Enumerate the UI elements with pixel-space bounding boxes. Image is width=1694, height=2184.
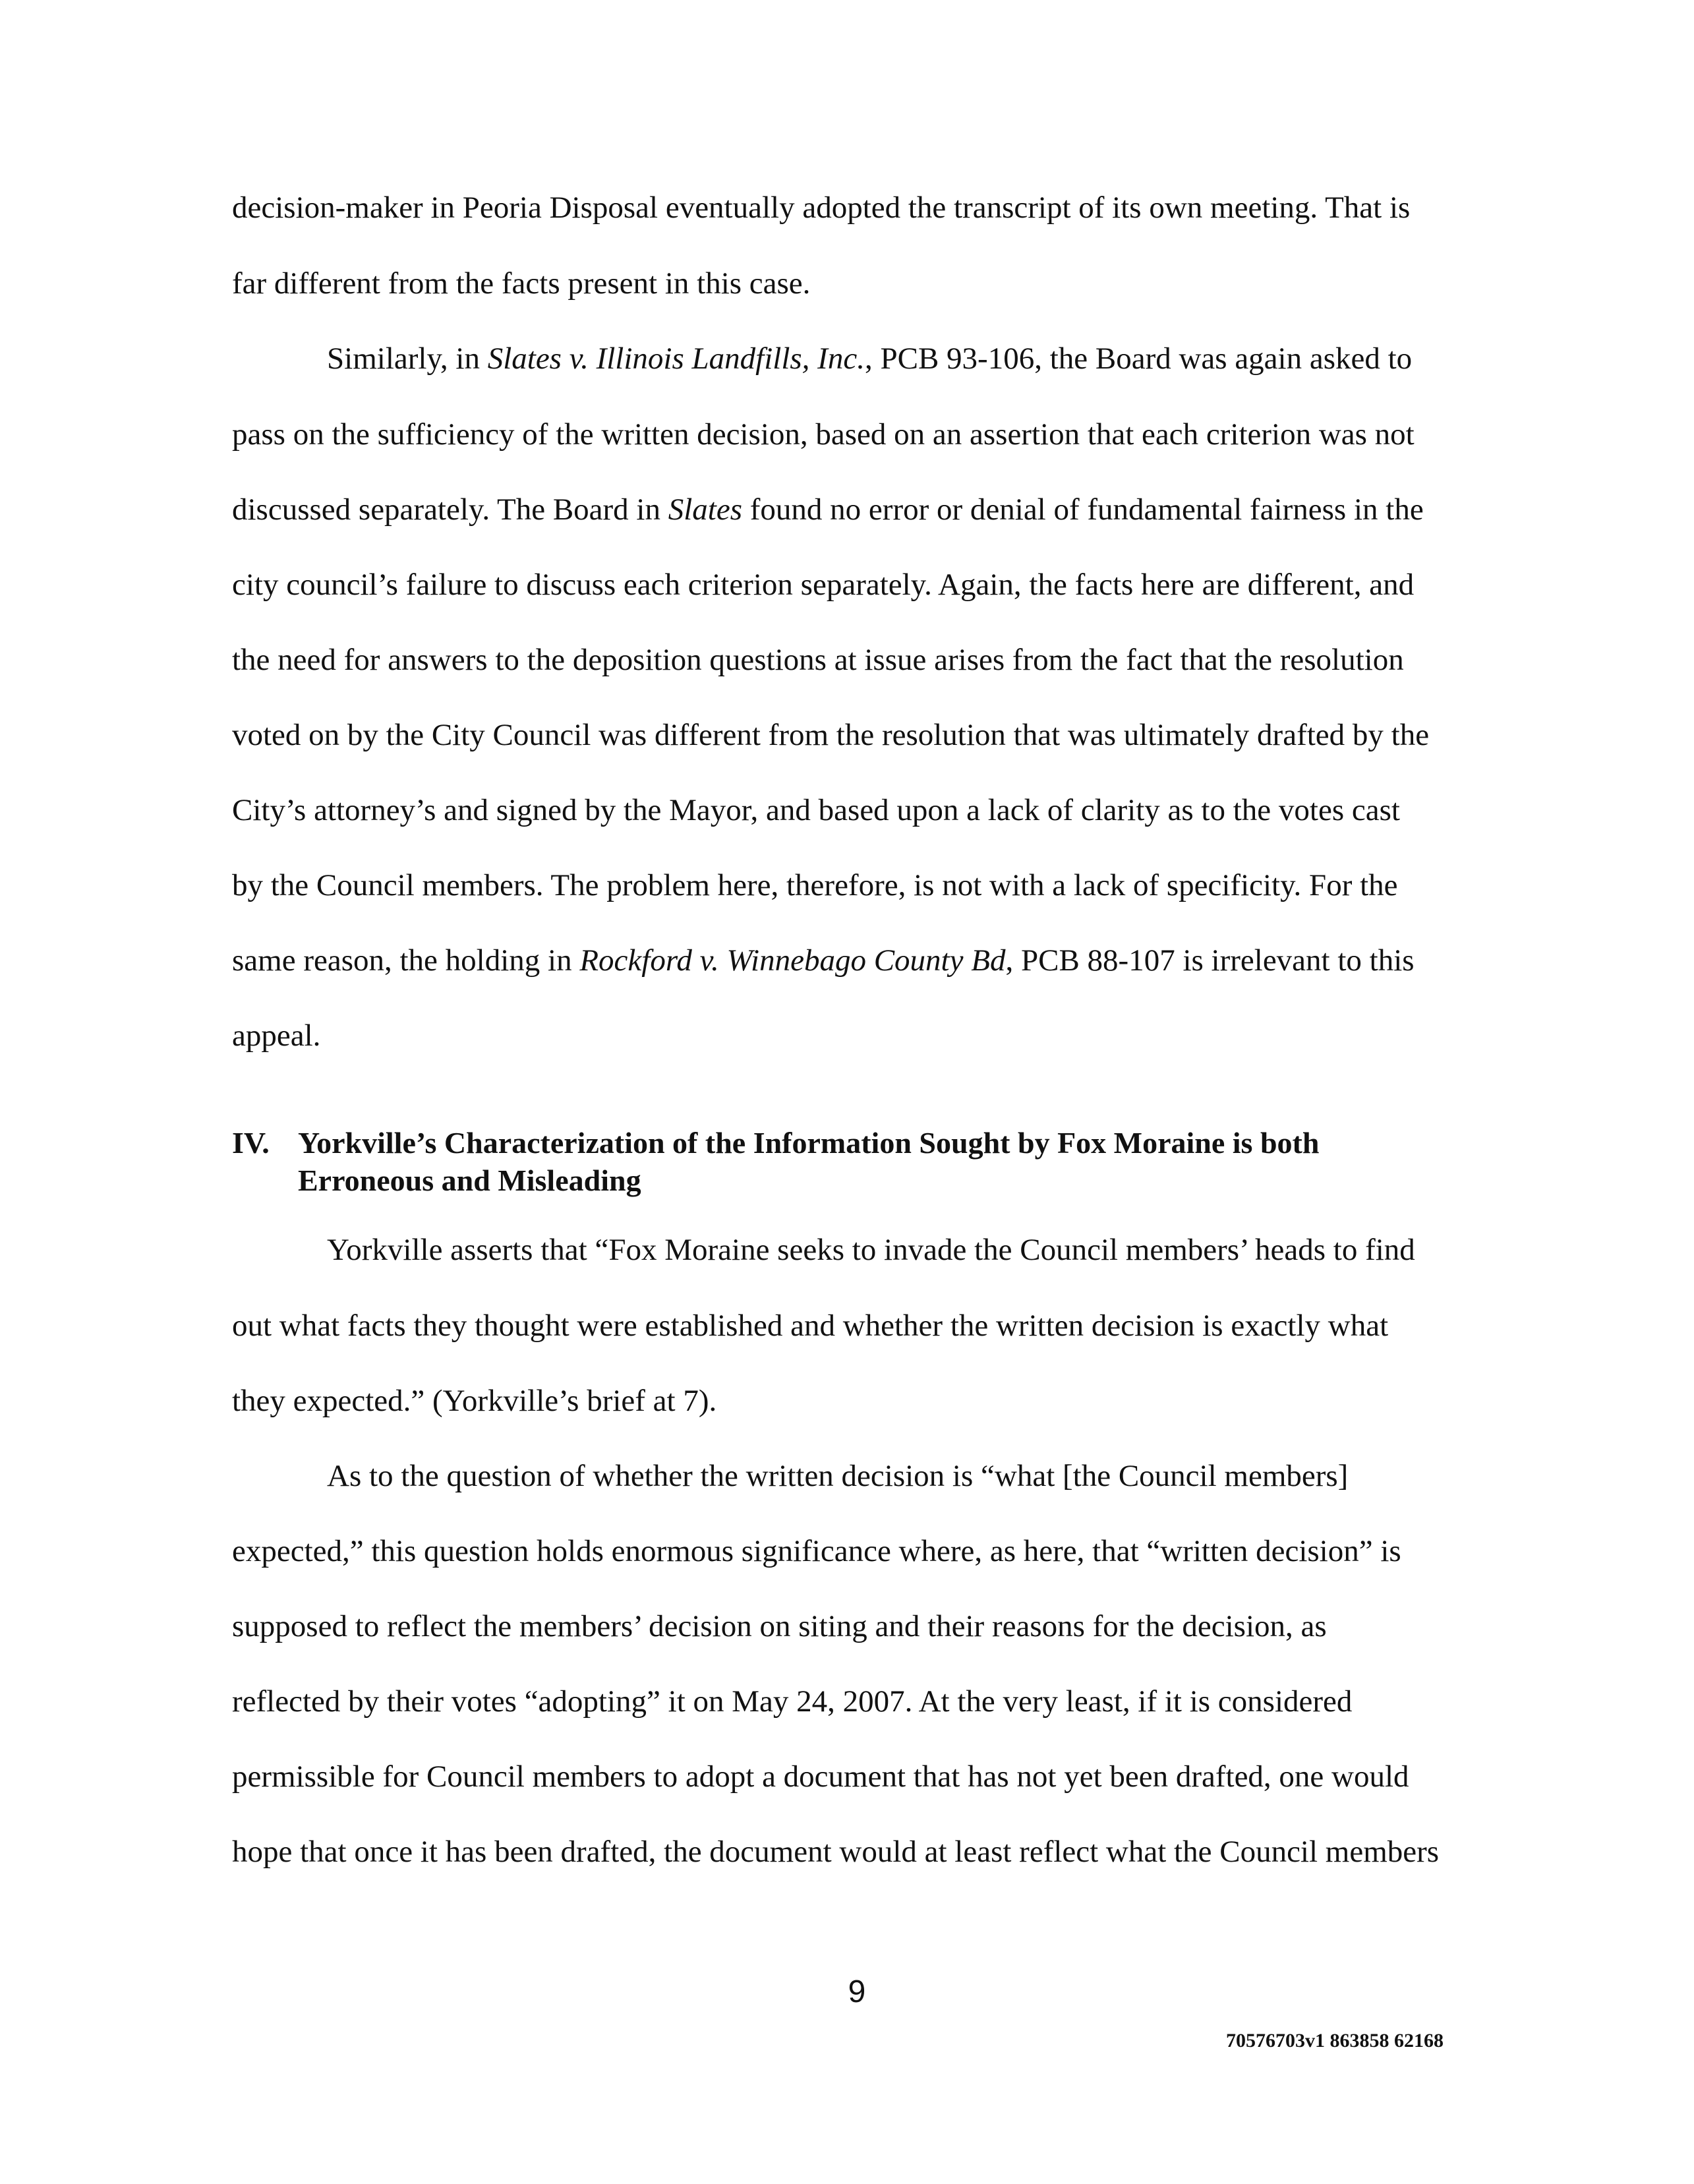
body-line-5 [232,490,1424,529]
text-run: discussed separately. The Board in [232,492,668,527]
body-line-3 [327,339,1412,378]
body-line-19: reflected by their votes “adopting” it on May 24, 2007. At the very least, if it is considered [232,1684,1353,1719]
text-run: found no error or denial of fundamental fairness in the [742,492,1424,527]
body-line-9: City’s attorney’s and signed by the Mayor, and based upon a lack of clarity as to the votes cast [232,793,1400,827]
section-heading-line-1: Yorkville’s Characterization of the Information Sought by Fox Moraine is both [298,1126,1320,1160]
text-run: Similarly, in [327,341,488,376]
text-run: same reason, the holding in [232,943,580,978]
text-run: , PCB 93-106, the Board was again asked to [864,341,1413,376]
body-line-7: the need for answers to the deposition questions at issue arises from the fact that the resolution [232,643,1404,677]
body-line-8: voted on by the City Council was different from the resolution that was ultimately drafted by the [232,718,1430,752]
case-citation: Slates [668,492,743,527]
body-line-2: far different from the facts present in this case. [232,266,811,301]
body-line-17: expected,” this question holds enormous significance where, as here, that “written decision” is [232,1534,1401,1568]
section-number: IV. [232,1126,270,1160]
body-line-1: decision-maker in Peoria Disposal eventually adopted the transcript of its own meeting. That is [232,191,1411,225]
section-heading-line-2: Erroneous and Misleading [298,1164,641,1197]
body-line-20: permissible for Council members to adopt a document that has not yet been drafted, one would [232,1759,1409,1794]
body-line-13: Yorkville asserts that “Fox Moraine seeks to invade the Council members’ heads to find [327,1233,1415,1267]
body-line-18: supposed to reflect the members’ decision on siting and their reasons for the decision, as [232,1609,1327,1643]
text-run: , PCB 88-107 is irrelevant to this [1005,943,1415,978]
body-line-4: pass on the sufficiency of the written decision, based on an assertion that each criterion was not [232,417,1415,452]
body-line-21: hope that once it has been drafted, the document would at least reflect what the Council members [232,1835,1440,1869]
body-line-11 [232,941,1415,980]
case-citation: Slates v. Illinois Landfills, Inc. [487,341,865,376]
body-line-15: they expected.” (Yorkville’s brief at 7). [232,1384,717,1418]
body-line-16: As to the question of whether the written decision is “what [the Council members] [327,1459,1349,1493]
page-number: 9 [848,1974,866,2009]
body-line-12: appeal. [232,1018,321,1053]
document-id: 70576703v1 863858 62168 [1226,2030,1444,2051]
body-line-14: out what facts they thought were established and whether the written decision is exactly what [232,1309,1389,1343]
body-line-6: city council’s failure to discuss each criterion separately. Again, the facts here are different, and [232,568,1415,602]
body-line-10: by the Council members. The problem here, therefore, is not with a lack of specificity. For the [232,868,1398,902]
case-citation: Rockford v. Winnebago County Bd [579,943,1006,978]
